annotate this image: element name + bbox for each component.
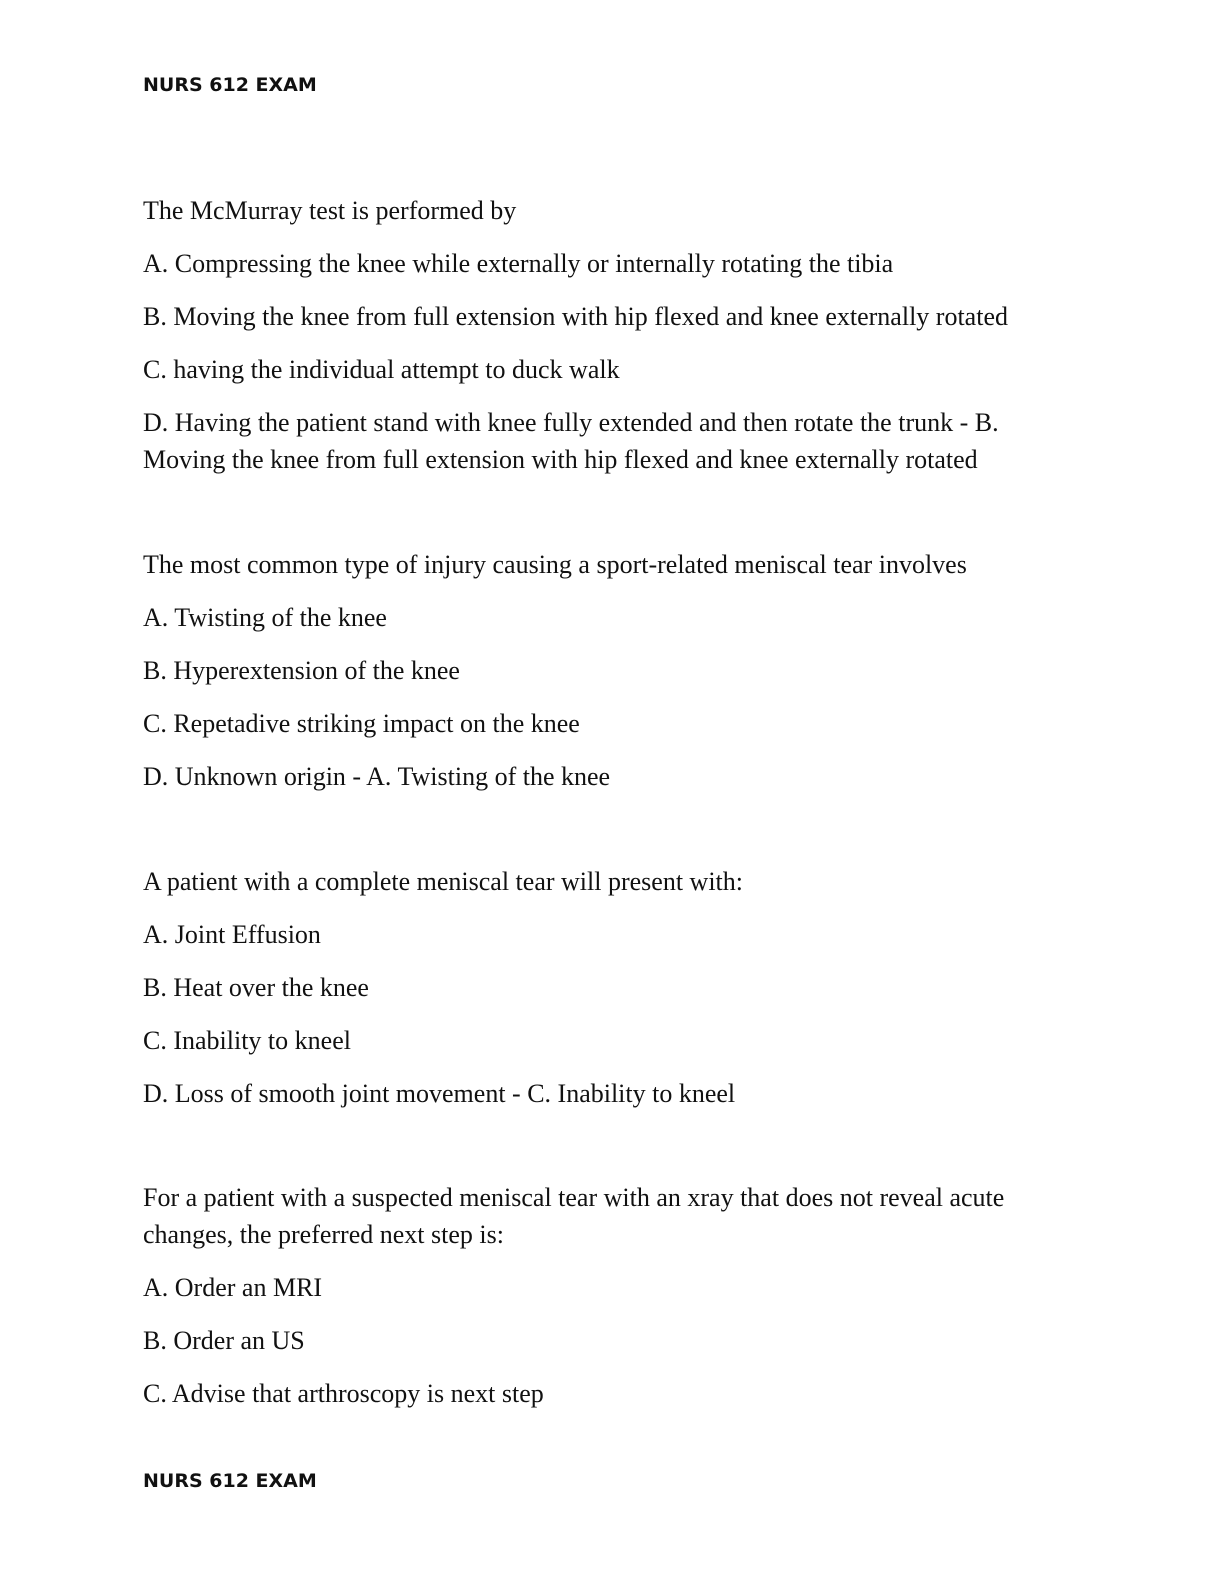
- question-2: [143, 546, 1083, 795]
- answer-option: B. Hyperextension of the knee: [143, 656, 460, 685]
- answer-option: A. Twisting of the knee: [143, 603, 387, 632]
- answer-option: A. Joint Effusion: [143, 920, 321, 949]
- question-4: [143, 1179, 1083, 1412]
- answer-option-with-key: D. Having the patient stand with knee fully extended and then rotate the trunk - B.: [143, 408, 999, 437]
- page-footer: NURS 612 EXAM: [143, 1470, 317, 1492]
- answer-option: C. Inability to kneel: [143, 1026, 351, 1055]
- answer-option-with-key: D. Loss of smooth joint movement - C. Inability to kneel: [143, 1079, 736, 1108]
- answer-option: A. Compressing the knee while externally or internally rotating the tibia: [143, 249, 894, 278]
- exam-content: [143, 192, 1083, 1412]
- answer-key-continuation: Moving the knee from full extension with hip flexed and knee externally rotated: [143, 445, 978, 474]
- question-stem: The McMurray test is performed by: [143, 196, 517, 225]
- answer-option: B. Heat over the knee: [143, 973, 369, 1002]
- question-3: [143, 863, 1083, 1112]
- answer-option: C. having the individual attempt to duck walk: [143, 355, 620, 384]
- answer-option: B. Order an US: [143, 1326, 305, 1355]
- page-header: NURS 612 EXAM: [143, 74, 317, 96]
- question-stem: A patient with a complete meniscal tear will present with:: [143, 867, 743, 896]
- answer-option: C. Advise that arthroscopy is next step: [143, 1379, 544, 1408]
- answer-option: B. Moving the knee from full extension with hip flexed and knee externally rotated: [143, 302, 1008, 331]
- question-stem: For a patient with a suspected meniscal tear with an xray that does not reveal acute: [143, 1183, 1005, 1212]
- answer-option: C. Repetadive striking impact on the knee: [143, 709, 580, 738]
- answer-option: A. Order an MRI: [143, 1273, 323, 1302]
- answer-option-with-key: D. Unknown origin - A. Twisting of the knee: [143, 762, 611, 791]
- question-stem-continuation: changes, the preferred next step is:: [143, 1220, 504, 1249]
- question-stem: The most common type of injury causing a sport-related meniscal tear involves: [143, 550, 967, 579]
- question-1: [143, 192, 1083, 478]
